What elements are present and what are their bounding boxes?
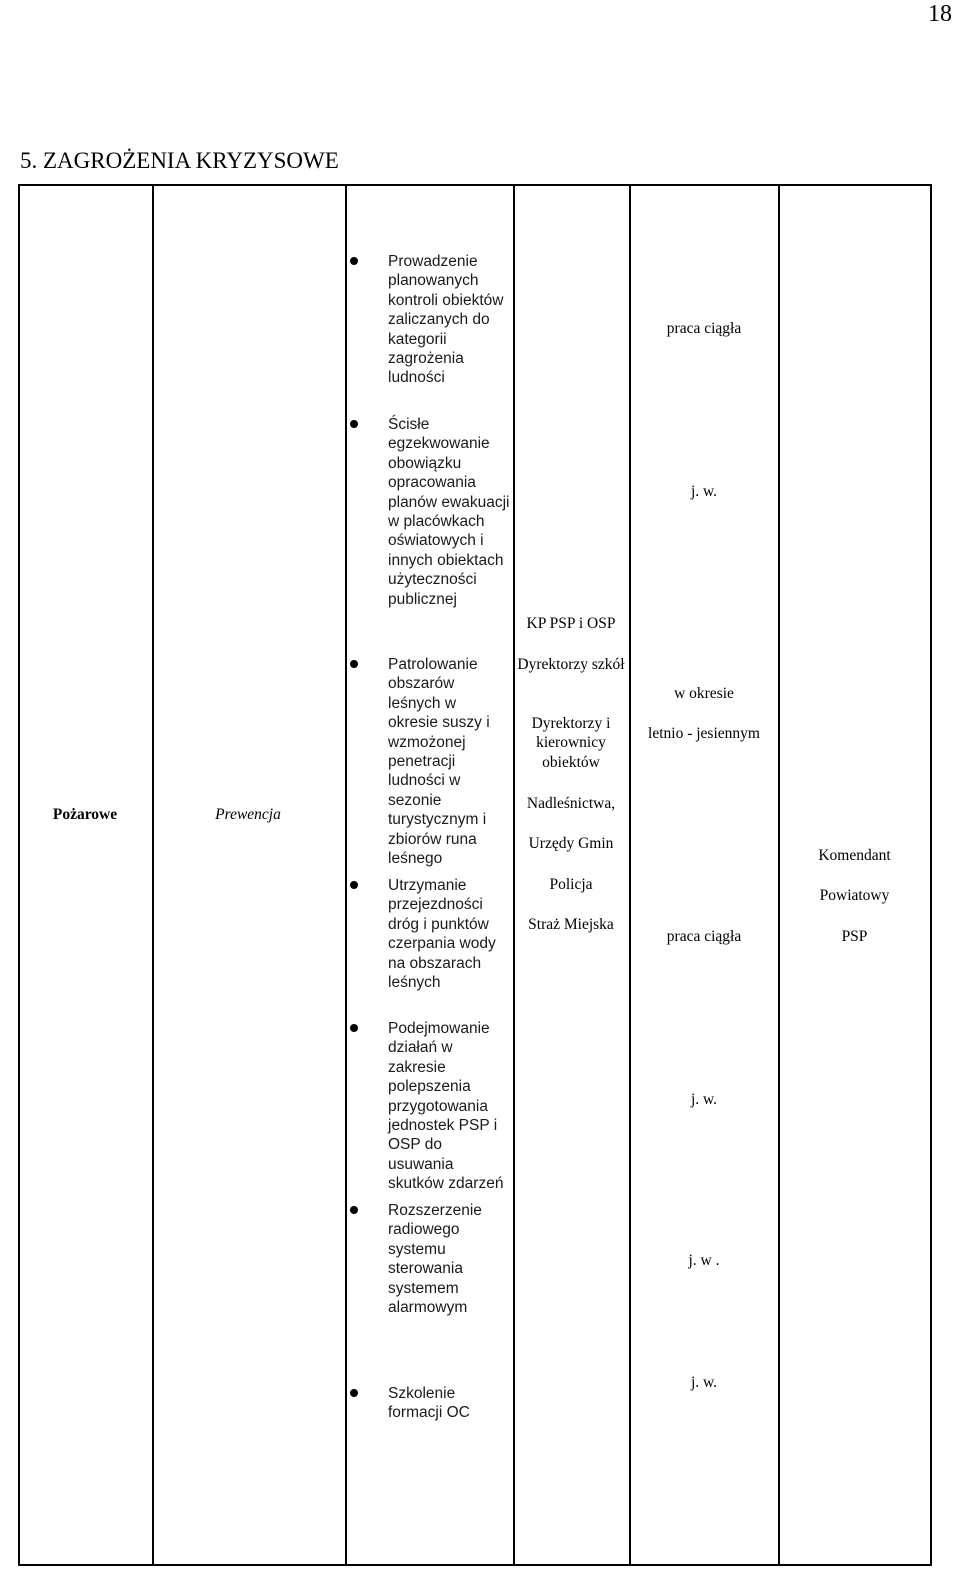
responsible-line: Komendant — [818, 847, 891, 864]
executor-kp-psp: KP PSP i OSP — [526, 615, 616, 632]
term: j. w . — [688, 1252, 720, 1269]
term: j. w. — [690, 1091, 718, 1108]
bullet-icon — [350, 660, 358, 668]
activity-text: Szkolenie formacji OC — [388, 1385, 470, 1422]
bullet-icon — [350, 881, 358, 889]
activity-item — [370, 252, 510, 388]
crisis-table — [18, 184, 932, 1566]
threat-category: Pożarowe — [52, 806, 118, 823]
column-divider — [345, 186, 347, 1564]
activity-text: Podejmowanie działań w zakresie polepszenia przygotowania jednostek PSP i OSP do usuwania skutków zdarzeń — [388, 1020, 504, 1193]
bullet-icon — [350, 1389, 358, 1397]
executor-facility-managers: Dyrektorzy i kierownicy obiektów — [531, 715, 611, 771]
term: praca ciągła — [666, 320, 742, 337]
term: praca ciągła — [666, 928, 742, 945]
activity-item — [370, 1384, 510, 1423]
responsible-line: Powiatowy — [819, 887, 890, 904]
executor-forest-districts: Nadleśnictwa, — [526, 795, 616, 812]
activity-item — [370, 415, 510, 609]
bullet-icon — [350, 1024, 358, 1032]
column-divider — [152, 186, 154, 1564]
column-divider — [778, 186, 780, 1564]
activity-text: Utrzymanie przejezdności dróg i punktów czerpania wody na obszarach leśnych — [388, 877, 496, 992]
activity-text: Rozszerzenie radiowego systemu sterowania systemem alarmowym — [388, 1202, 482, 1317]
activity-text: Patrolowanie obszarów leśnych w okresie suszy i wzmożonej penetracji ludności w sezonie turystycznym i zbiorów runa leśnego — [388, 656, 490, 868]
term: letnio - jesiennym — [648, 725, 760, 742]
activity-item — [370, 1201, 510, 1317]
term: j. w. — [690, 483, 718, 500]
bullet-icon — [350, 420, 358, 428]
activity-item — [370, 655, 510, 868]
executor-municipal-offices: Urzędy Gmin — [528, 835, 614, 852]
section-heading: 5. ZAGROŻENIA KRYZYSOWE — [20, 148, 339, 173]
activity-text: Prowadzenie planowanych kontroli obiektów zaliczanych do kategorii zagrożenia ludności — [388, 253, 504, 387]
executor-school-directors: Dyrektorzy szkół — [517, 656, 625, 673]
column-divider — [629, 186, 631, 1564]
term: w okresie — [674, 685, 734, 702]
bullet-icon — [350, 1206, 358, 1214]
activity-item — [370, 876, 510, 992]
activity-item — [370, 1019, 510, 1194]
bullet-icon — [350, 257, 358, 265]
executor-police: Policja — [549, 876, 593, 893]
responsible-line: PSP — [841, 928, 868, 945]
activity-text: Ścisłe egzekwowanie obowiązku opracowania planów ewakuacji w placówkach oświatowych i innych obiektach użyteczności publicznej — [388, 416, 510, 608]
task-type: Prewencja — [215, 806, 281, 823]
term: j. w. — [690, 1374, 718, 1391]
page-number: 18 — [928, 1, 952, 27]
executor-municipal-guard: Straż Miejska — [528, 916, 614, 933]
